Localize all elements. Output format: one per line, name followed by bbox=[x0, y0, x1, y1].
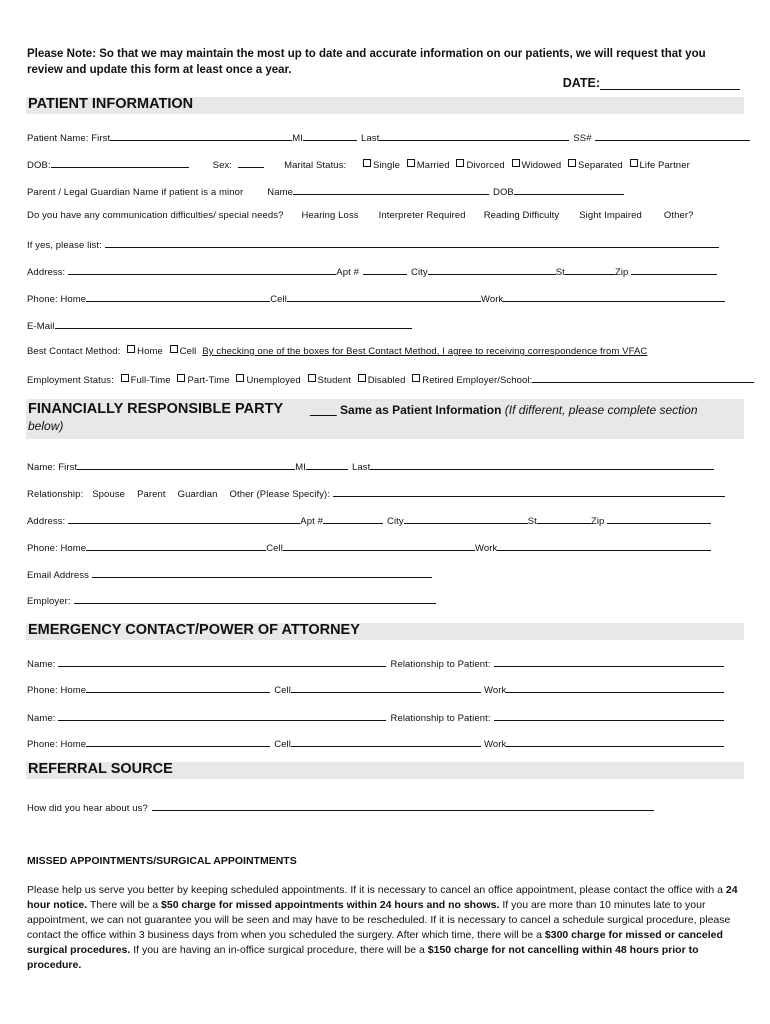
marital-label: Marital Status: bbox=[284, 160, 347, 171]
fin-cell-label: Cell bbox=[266, 543, 283, 554]
checkbox-separated[interactable] bbox=[568, 159, 576, 167]
form-note: Please Note: So that we may maintain the most up to date and accurate information on our patients, we will request that you review and update this form at least once a year. bbox=[27, 48, 706, 76]
ss-label: SS# bbox=[573, 133, 592, 144]
em1-name-row bbox=[27, 656, 724, 670]
em2-cell-label: Cell bbox=[274, 739, 291, 750]
referral-input[interactable] bbox=[152, 800, 654, 811]
policy-part-4: If you are having an in-office surgical procedure, there will be a bbox=[130, 944, 428, 956]
first-name-label: Patient Name: First bbox=[27, 133, 111, 144]
policy-bold-2: $50 charge for missed appointments within 24 hours and no shows. bbox=[161, 899, 500, 911]
employer-school-input[interactable] bbox=[532, 372, 754, 383]
checkbox-best-home[interactable] bbox=[127, 345, 135, 353]
work-label: Work bbox=[480, 294, 504, 305]
fin-apt-input[interactable] bbox=[323, 513, 383, 524]
referral-question: How did you hear about us? bbox=[27, 803, 148, 814]
cell-input[interactable] bbox=[287, 291, 481, 302]
em1-work-input[interactable] bbox=[506, 682, 724, 693]
financial-section-title: FINANCIALLY RESPONSIBLE PARTY bbox=[28, 401, 284, 417]
fin-email-row bbox=[27, 567, 432, 581]
em1-phone-row bbox=[27, 682, 724, 696]
checkbox-best-cell[interactable] bbox=[170, 345, 178, 353]
communication-row bbox=[27, 210, 694, 221]
guardian-row bbox=[27, 184, 624, 198]
work-input[interactable] bbox=[503, 291, 725, 302]
fin-city-label: City bbox=[386, 516, 404, 527]
rel-spouse[interactable]: Spouse bbox=[92, 489, 126, 500]
fin-phone-row bbox=[27, 540, 711, 554]
fin-employer-label: Employer: bbox=[27, 596, 71, 607]
employment-label: Employment Status: bbox=[27, 375, 114, 386]
fin-address-input[interactable] bbox=[68, 513, 300, 524]
apt-input[interactable] bbox=[363, 264, 407, 275]
cell-label: Cell bbox=[270, 294, 287, 305]
fin-mi-input[interactable] bbox=[306, 459, 348, 470]
marital-widowed: Widowed bbox=[521, 160, 562, 171]
policy-bold-3: $300 charge for missed or canceled surgical procedures. bbox=[27, 929, 723, 956]
em2-name-row bbox=[27, 710, 724, 724]
city-input[interactable] bbox=[428, 264, 556, 275]
checkbox-unemployed[interactable] bbox=[236, 374, 244, 382]
sex-label: Sex: bbox=[212, 160, 233, 171]
checkbox-life-partner[interactable] bbox=[630, 159, 638, 167]
address-label: Address: bbox=[27, 267, 66, 278]
rel-parent[interactable]: Parent bbox=[137, 489, 166, 500]
guardian-dob-label: DOB bbox=[492, 187, 514, 198]
em2-name-label: Name: bbox=[27, 713, 56, 724]
emergency-section-title: EMERGENCY CONTACT/POWER OF ATTORNEY bbox=[28, 622, 360, 638]
fin-mi-label: MI bbox=[295, 462, 306, 473]
fin-email-input[interactable] bbox=[92, 567, 432, 578]
fin-work-input[interactable] bbox=[497, 540, 711, 551]
em2-name-input[interactable] bbox=[58, 710, 386, 721]
referral-section-title: REFERRAL SOURCE bbox=[28, 761, 173, 777]
first-name-input[interactable] bbox=[110, 130, 292, 141]
em1-name-label: Name: bbox=[27, 659, 56, 670]
best-cell-label: Cell bbox=[179, 346, 197, 357]
dob-input[interactable] bbox=[51, 157, 189, 168]
patient-section-title: PATIENT INFORMATION bbox=[28, 96, 194, 112]
missed-heading: MISSED APPOINTMENTS/SURGICAL APPOINTMENTS bbox=[27, 855, 297, 867]
fin-employer-input[interactable] bbox=[74, 593, 436, 604]
email-row bbox=[27, 318, 412, 332]
marital-single: Single bbox=[373, 160, 401, 171]
fin-home-input[interactable] bbox=[86, 540, 266, 551]
fin-apt-label: Apt # bbox=[300, 516, 323, 527]
em2-phone-row bbox=[27, 736, 724, 750]
option-other[interactable]: Other? bbox=[663, 210, 694, 221]
fin-zip-input[interactable] bbox=[607, 513, 711, 524]
policy-part-2: There will be a bbox=[87, 899, 162, 911]
date-field[interactable] bbox=[563, 76, 740, 90]
fin-address-label: Address: bbox=[27, 516, 66, 527]
option-hearing-loss[interactable]: Hearing Loss bbox=[301, 210, 359, 221]
email-label: E-Mail bbox=[27, 321, 55, 332]
referral-row bbox=[27, 800, 654, 814]
dob-row bbox=[27, 157, 690, 171]
home-phone-label: Phone: Home bbox=[27, 294, 87, 305]
best-home-label: Home bbox=[137, 346, 163, 357]
emp-full-time: Full-Time bbox=[130, 375, 171, 386]
missed-policy-text bbox=[27, 883, 742, 973]
dob-label: DOB: bbox=[27, 160, 51, 171]
rel-other[interactable]: Other (Please Specify): bbox=[229, 489, 331, 500]
best-contact-label: Best Contact Method: bbox=[27, 346, 121, 357]
guardian-dob-input[interactable] bbox=[514, 184, 624, 195]
em2-work-input[interactable] bbox=[506, 736, 724, 747]
fin-last-label: Last bbox=[351, 462, 371, 473]
marital-separated: Separated bbox=[578, 160, 623, 171]
fin-home-label: Phone: Home bbox=[27, 543, 87, 554]
checkbox-retired[interactable] bbox=[412, 374, 420, 382]
same-as-patient-blank[interactable]: ____ bbox=[310, 403, 337, 417]
guardian-label: Parent / Legal Guardian Name if patient is a minor bbox=[27, 187, 244, 198]
marital-life-partner: Life Partner bbox=[639, 160, 690, 171]
fin-relationship-row bbox=[27, 486, 725, 500]
last-name-input[interactable] bbox=[379, 130, 569, 141]
emp-part-time: Part-Time bbox=[187, 375, 230, 386]
em2-cell-input[interactable] bbox=[291, 736, 481, 747]
if-yes-label: If yes, please list: bbox=[27, 240, 102, 251]
em2-relationship-input[interactable] bbox=[494, 710, 724, 721]
rel-other-input[interactable] bbox=[333, 486, 725, 497]
patient-name-row bbox=[27, 130, 750, 144]
fin-address-row bbox=[27, 513, 711, 527]
date-input[interactable] bbox=[600, 77, 740, 90]
fin-zip-label: Zip bbox=[590, 516, 605, 527]
fin-state-input[interactable] bbox=[537, 513, 591, 524]
em1-cell-input[interactable] bbox=[291, 682, 481, 693]
same-as-patient[interactable] bbox=[310, 403, 698, 417]
contact-consent-text: By checking one of the boxes for Best Contact Method, I agree to receiving correspondence from VFAC bbox=[202, 346, 648, 357]
fin-email-label: Email Address bbox=[27, 570, 90, 581]
fin-cell-input[interactable] bbox=[283, 540, 475, 551]
same-as-patient-label: Same as Patient Information bbox=[340, 403, 502, 417]
em1-cell-label: Cell bbox=[274, 685, 291, 696]
phone-row bbox=[27, 291, 725, 305]
emp-disabled: Disabled bbox=[367, 375, 406, 386]
emp-retired: Retired Employer/School: bbox=[422, 375, 533, 386]
zip-input[interactable] bbox=[631, 264, 717, 275]
financial-section-header bbox=[26, 399, 744, 439]
em1-home-label: Phone: Home bbox=[27, 685, 87, 696]
zip-label: Zip bbox=[614, 267, 629, 278]
em1-relationship-input[interactable] bbox=[494, 656, 724, 667]
option-interpreter[interactable]: Interpreter Required bbox=[378, 210, 466, 221]
ss-input[interactable] bbox=[595, 130, 750, 141]
guardian-name-label: Name bbox=[267, 187, 293, 198]
last-name-label: Last bbox=[360, 133, 380, 144]
state-input[interactable] bbox=[565, 264, 615, 275]
fin-name-row bbox=[27, 459, 714, 473]
guardian-name-input[interactable] bbox=[293, 184, 489, 195]
fin-employer-row bbox=[27, 593, 436, 607]
checkbox-divorced[interactable] bbox=[456, 159, 464, 167]
fin-work-label: Work bbox=[474, 543, 498, 554]
em2-work-label: Work bbox=[483, 739, 507, 750]
fin-state-label: St bbox=[527, 516, 537, 527]
date-label: DATE: bbox=[562, 76, 600, 90]
policy-bold-4: $150 charge for not cancelling within 48 hours prior to procedure. bbox=[27, 944, 699, 971]
option-sight[interactable]: Sight Impaired bbox=[579, 210, 642, 221]
checkbox-disabled[interactable] bbox=[358, 374, 366, 382]
policy-part-1: Please help us serve you better by keeping scheduled appointments. If it is necessary to cancel an office appointment, please contact the office with a bbox=[27, 884, 726, 896]
em2-home-input[interactable] bbox=[86, 736, 270, 747]
address-input[interactable] bbox=[68, 264, 336, 275]
fin-first-input[interactable] bbox=[77, 459, 295, 470]
marital-married: Married bbox=[416, 160, 450, 171]
em1-name-input[interactable] bbox=[58, 656, 386, 667]
checkbox-part-time[interactable] bbox=[177, 374, 185, 382]
em1-home-input[interactable] bbox=[86, 682, 270, 693]
mi-input[interactable] bbox=[303, 130, 357, 141]
em2-relationship-label: Relationship to Patient: bbox=[390, 713, 491, 724]
patient-section-header bbox=[26, 97, 744, 114]
financial-note: (If different, please complete section bbox=[504, 403, 698, 417]
em2-home-label: Phone: Home bbox=[27, 739, 87, 750]
fin-first-label: Name: First bbox=[27, 462, 78, 473]
referral-section-header bbox=[26, 762, 744, 779]
financial-note-cont: below) bbox=[28, 419, 64, 433]
checkbox-widowed[interactable] bbox=[512, 159, 520, 167]
checkbox-student[interactable] bbox=[308, 374, 316, 382]
state-label: St bbox=[555, 267, 565, 278]
emergency-section-header bbox=[26, 623, 744, 640]
emp-unemployed: Unemployed bbox=[246, 375, 301, 386]
marital-divorced: Divorced bbox=[466, 160, 505, 171]
emp-student: Student bbox=[317, 375, 351, 386]
email-input[interactable] bbox=[55, 318, 412, 329]
mi-label: MI bbox=[292, 133, 303, 144]
address-row bbox=[27, 264, 717, 278]
option-reading[interactable]: Reading Difficulty bbox=[483, 210, 560, 221]
fin-last-input[interactable] bbox=[370, 459, 714, 470]
em1-relationship-label: Relationship to Patient: bbox=[390, 659, 491, 670]
rel-guardian[interactable]: Guardian bbox=[177, 489, 218, 500]
communication-question: Do you have any communication difficulties/ special needs? bbox=[27, 210, 284, 221]
sex-input[interactable] bbox=[238, 157, 264, 168]
checkbox-full-time[interactable] bbox=[121, 374, 129, 382]
home-phone-input[interactable] bbox=[86, 291, 270, 302]
checkbox-married[interactable] bbox=[407, 159, 415, 167]
apt-label: Apt # bbox=[336, 267, 359, 278]
if-yes-input[interactable] bbox=[105, 237, 719, 248]
best-contact-row bbox=[27, 345, 647, 357]
em1-work-label: Work bbox=[483, 685, 507, 696]
policy-bold-1: 24 hour notice. bbox=[27, 884, 738, 911]
fin-city-input[interactable] bbox=[404, 513, 528, 524]
checkbox-single[interactable] bbox=[363, 159, 371, 167]
if-yes-row bbox=[27, 237, 719, 251]
employment-row bbox=[27, 372, 754, 386]
city-label: City bbox=[410, 267, 428, 278]
fin-relationship-label: Relationship: bbox=[27, 489, 84, 500]
policy-part-3: If you are more than 10 minutes late to your appointment, we can not guarantee you will be seen and may have to be rescheduled. If it is necessary to cancel a schedule surgical procedure, please contact the office within 3 business days from when you scheduled the surgery. After which time, there will be a bbox=[27, 899, 731, 941]
